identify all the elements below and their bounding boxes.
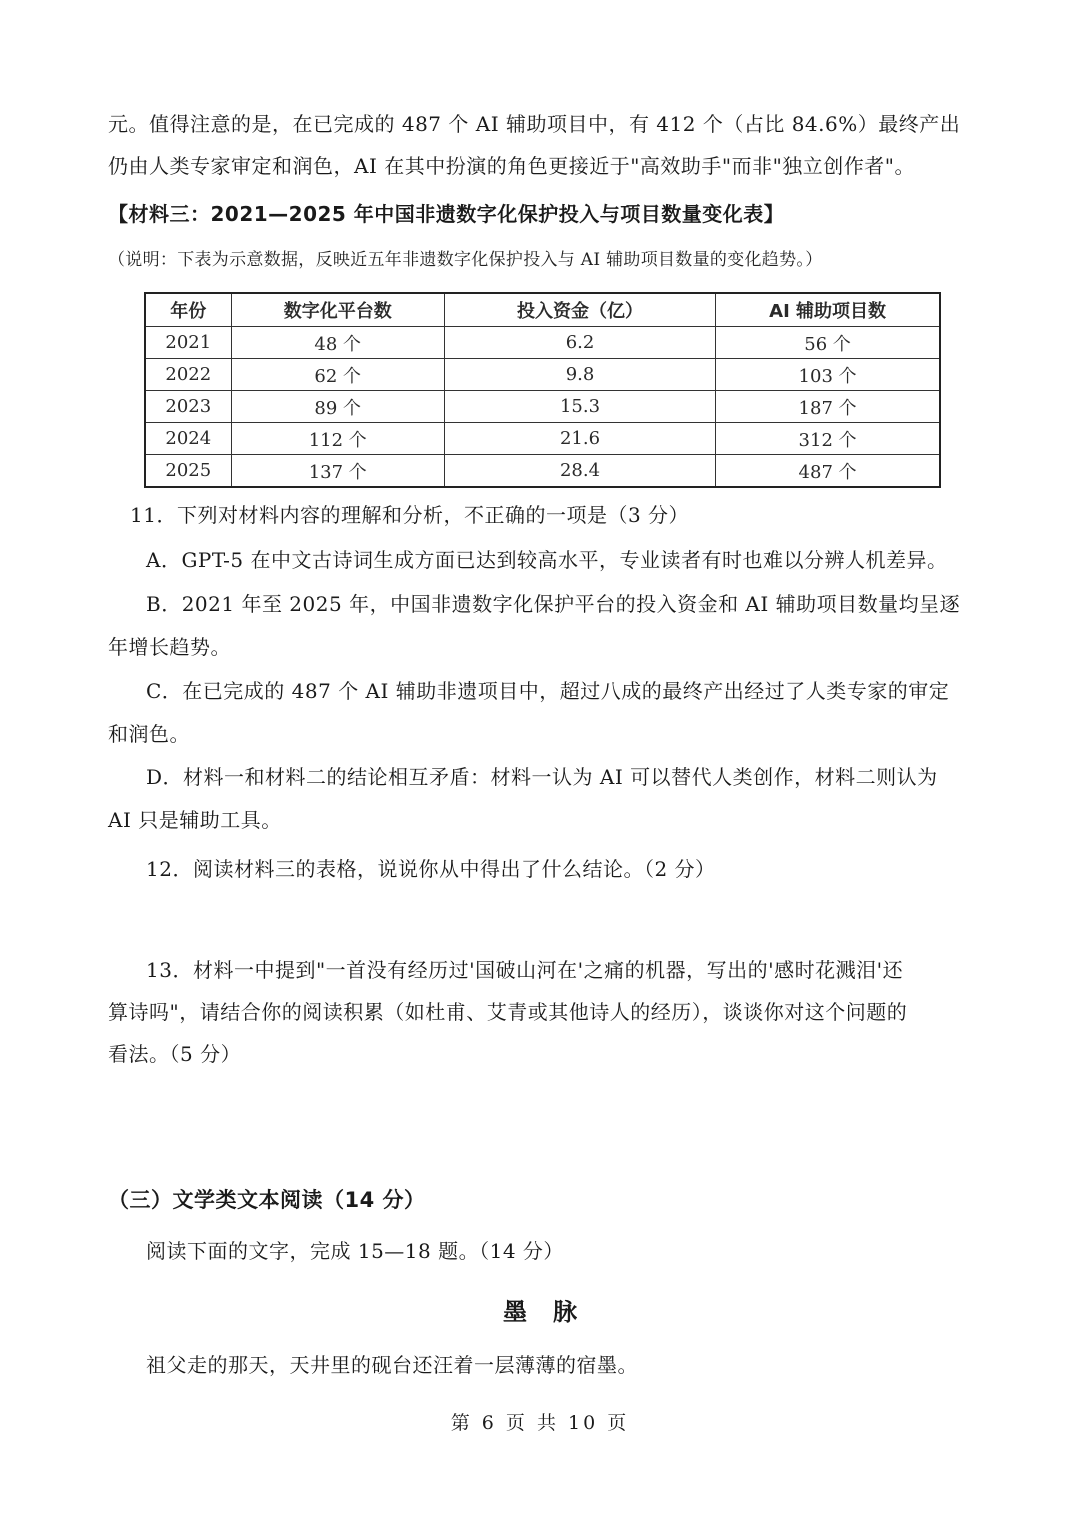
table-cell: 103 个	[716, 359, 940, 391]
question-11-option-d-line1: D．材料一和材料二的结论相互矛盾：材料一认为 AI 可以替代人类创作，材料二则认为	[146, 765, 938, 789]
material3-heading: 【材料三：2021—2025 年中国非遗数字化保护投入与项目数量变化表】	[108, 202, 785, 226]
data-table	[144, 292, 941, 488]
question-11-option-d-line2: AI 只是辅助工具。	[108, 808, 282, 832]
table-cell: 112 个	[231, 423, 444, 455]
story-title: 墨脉	[503, 1298, 603, 1326]
table-header-row	[145, 293, 940, 327]
table-cell: 137 个	[231, 455, 444, 488]
table-cell: 62 个	[231, 359, 444, 391]
table-cell: 2021	[145, 327, 231, 359]
table-header-cell: 投入资金（亿）	[444, 293, 715, 327]
table-cell: 6.2	[444, 327, 715, 359]
table-cell: 2022	[145, 359, 231, 391]
table-cell: 2023	[145, 391, 231, 423]
question-11-option-a: A．GPT-5 在中文古诗词生成方面已达到较高水平，专业读者有时也难以分辨人机差异。	[146, 548, 948, 572]
story-first-line: 祖父走的那天，天井里的砚台还汪着一层薄薄的宿墨。	[146, 1353, 638, 1377]
table-cell: 21.6	[444, 423, 715, 455]
table-cell: 187 个	[716, 391, 940, 423]
table-cell: 9.8	[444, 359, 715, 391]
table-row	[145, 359, 940, 391]
question-13-line1: 13．材料一中提到"一首没有经历过'国破山河在'之痛的机器，写出的'感时花溅泪'还	[146, 958, 904, 982]
question-11-option-b-line1: B．2021 年至 2025 年，中国非遗数字化保护平台的投入资金和 AI 辅助项目数量均呈逐	[146, 592, 961, 616]
table-cell: 2024	[145, 423, 231, 455]
table-cell: 28.4	[444, 455, 715, 488]
table-row	[145, 391, 940, 423]
section-3-heading: （三）文学类文本阅读（14 分）	[108, 1188, 426, 1212]
paragraph-line-2: 仍由人类专家审定和润色，AI 在其中扮演的角色更接近于"高效助手"而非"独立创作者"。	[108, 154, 915, 178]
table-cell: 312 个	[716, 423, 940, 455]
table-row	[145, 327, 940, 359]
table-cell: 15.3	[444, 391, 715, 423]
table-cell: 48 个	[231, 327, 444, 359]
table-row	[145, 455, 940, 488]
table-header-cell: AI 辅助项目数	[716, 293, 940, 327]
page-footer: 第 6 页 共 10 页	[450, 1412, 630, 1434]
question-12-stem: 12．阅读材料三的表格，说说你从中得出了什么结论。（2 分）	[146, 857, 716, 881]
table-cell: 2025	[145, 455, 231, 488]
material3-note: （说明：下表为示意数据，反映近五年非遗数字化保护投入与 AI 辅助项目数量的变化趋势。）	[108, 250, 823, 270]
table-row	[145, 423, 940, 455]
question-11-option-c-line1: C．在已完成的 487 个 AI 辅助非遗项目中，超过八成的最终产出经过了人类专家的审定	[146, 679, 950, 703]
question-11-option-c-line2: 和润色。	[108, 722, 190, 746]
table-cell: 487 个	[716, 455, 940, 488]
table-cell: 56 个	[716, 327, 940, 359]
question-11-option-b-line2: 年增长趋势。	[108, 635, 231, 659]
question-11-stem: 11．下列对材料内容的理解和分析，不正确的一项是（3 分）	[130, 503, 690, 527]
table-header-cell: 数字化平台数	[231, 293, 444, 327]
table-cell: 89 个	[231, 391, 444, 423]
table-header-cell: 年份	[145, 293, 231, 327]
section-3-instruction: 阅读下面的文字，完成 15—18 题。（14 分）	[146, 1239, 564, 1263]
question-13-line2: 算诗吗"，请结合你的阅读积累（如杜甫、艾青或其他诗人的经历），谈谈你对这个问题的	[108, 1000, 908, 1024]
paragraph-line-1: 元。值得注意的是，在已完成的 487 个 AI 辅助项目中，有 412 个（占比 84.6%）最终产出	[108, 112, 961, 136]
question-13-line3: 看法。（5 分）	[108, 1042, 242, 1066]
